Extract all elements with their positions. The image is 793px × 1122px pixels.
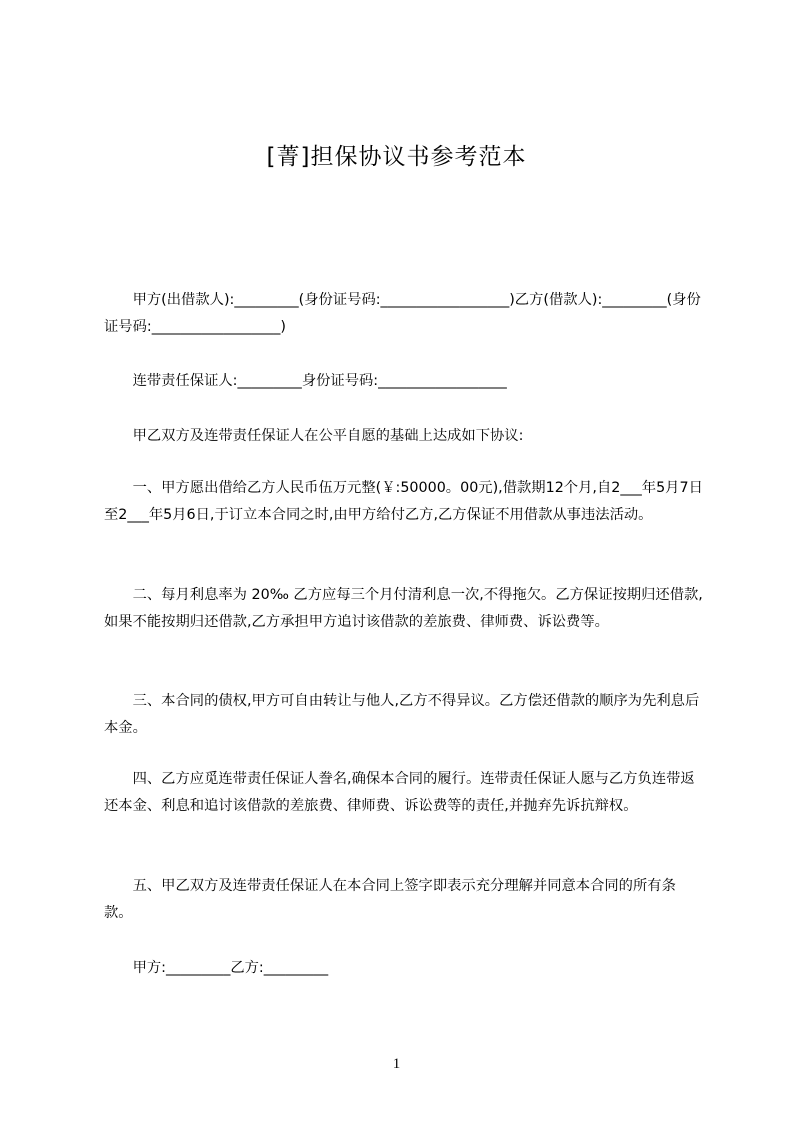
clause-4: 四、乙方应觅连带责任保证人誊名,确保本合同的履行。连带责任保证人愿与乙方负连带返还本金、利息和追讨该借款的差旅费、律师费、诉讼费等的责任,并抛弃先诉抗辩权。 xyxy=(104,771,695,814)
document-title: [菁]担保协议书参考范本 xyxy=(266,144,527,170)
clause-5: 五、甲乙双方及连带责任保证人在本合同上签字即表示充分理解并同意本合同的所有条款。 xyxy=(104,878,676,921)
guarantor-paragraph: 连带责任保证人:_________身份证号码:__________________ xyxy=(132,373,507,389)
page-number: 1 xyxy=(392,1056,401,1072)
clause-3: 三、本合同的债权,甲方可自由转让与他人,乙方不得异议。乙方偿还借款的顺序为先利息后本金。 xyxy=(104,693,700,736)
intro-paragraph: 甲乙双方及连带责任保证人在公平自愿的基础上达成如下协议: xyxy=(132,428,524,444)
clause-1: 一、甲方愿出借给乙方人民币伍万元整(￥:50000。00元),借款期12个月,自2___年5月7日至2___年5月6日,于订立本合同之时,由甲方给付乙方,乙方保证不用借款从事违法活动。 xyxy=(104,480,703,523)
parties-paragraph: 甲方(出借款人):_________(身份证号码:__________________)乙方(借款人):_________(身份证号码:__________________) xyxy=(104,292,701,335)
clause-2: 二、每月利息率为 20‰ 乙方应每三个月付清利息一次,不得拖欠。乙方保证按期归还借款,如果不能按期归还借款,乙方承担甲方追讨该借款的差旅费、律师费、诉讼费等。 xyxy=(104,587,703,630)
signature-line: 甲方:_________乙方:_________ xyxy=(132,960,329,976)
